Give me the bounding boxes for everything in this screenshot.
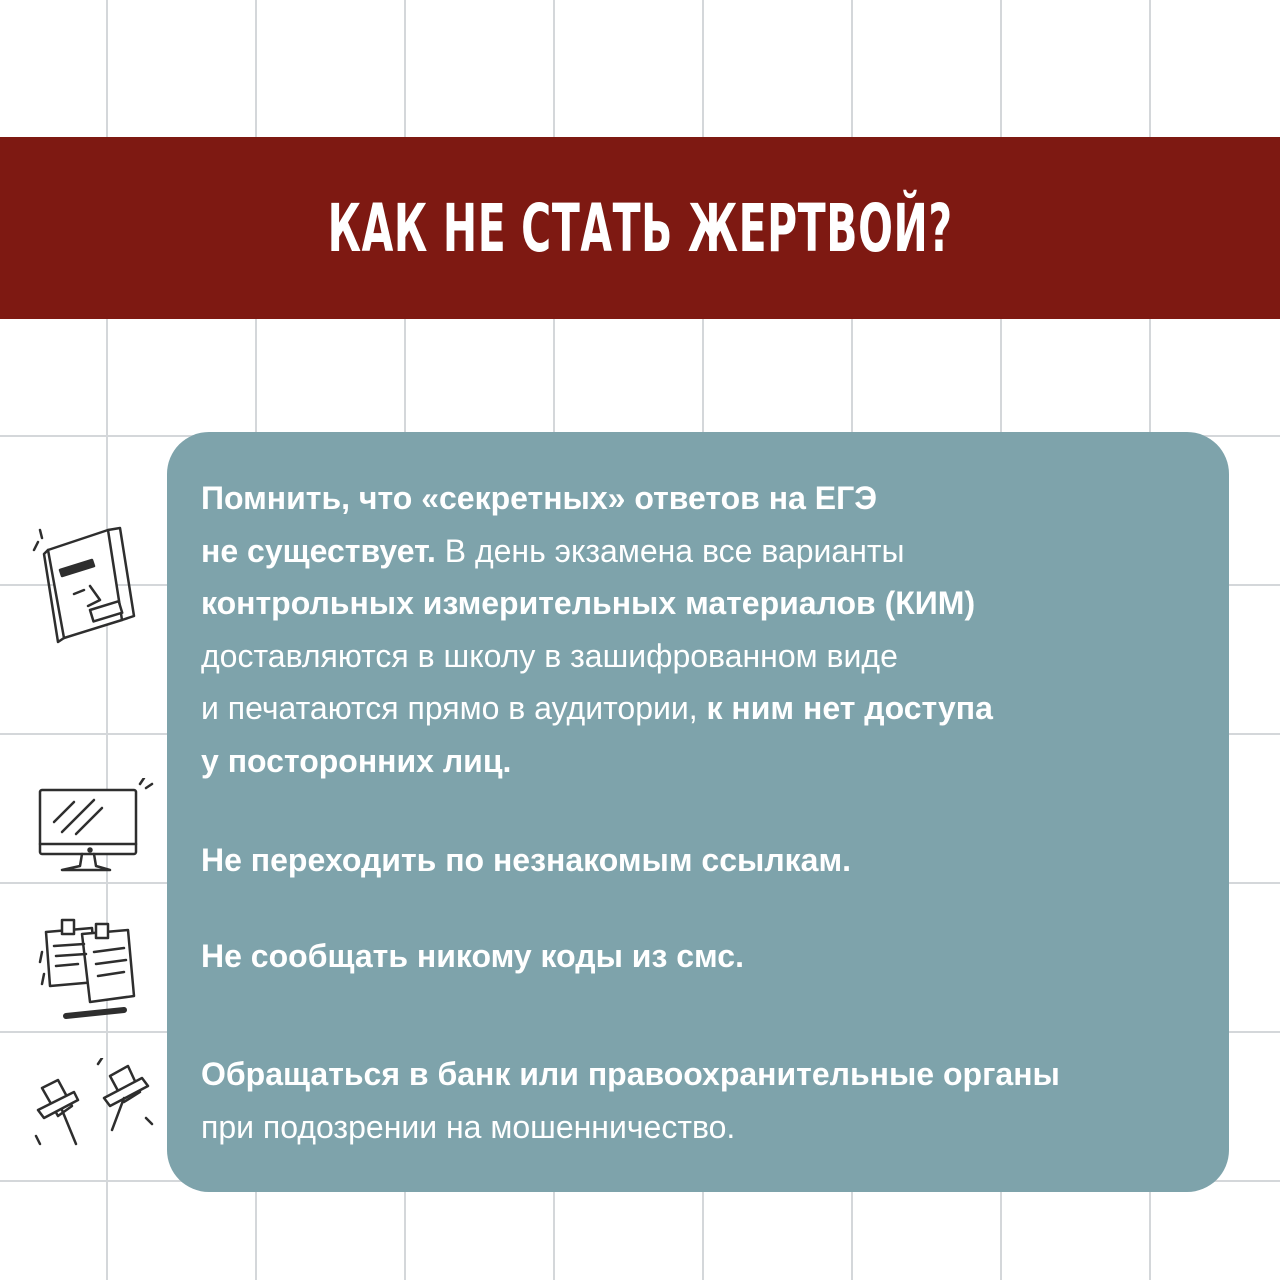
notes-icon — [38, 912, 140, 1022]
tip-line — [201, 834, 1191, 887]
tip-line — [201, 630, 1191, 683]
tip-line — [201, 682, 1191, 735]
tip-line — [201, 1101, 1191, 1154]
pushpins-icon — [32, 1058, 156, 1158]
tip-text-bold: Помнить, что «секретных» ответов на ЕГЭ — [201, 480, 877, 516]
tip-1 — [201, 472, 1191, 787]
tip-text-bold: к ним нет доступа — [706, 690, 993, 726]
book-icon — [30, 520, 140, 645]
tip-4 — [201, 1048, 1191, 1153]
tip-text-bold: Не переходить по незнакомым ссылкам. — [201, 842, 852, 878]
tip-text-bold: не существует. — [201, 532, 436, 569]
tip-text: В день экзамена все варианты — [435, 532, 905, 569]
tip-line — [201, 525, 1191, 578]
title-banner — [0, 137, 1280, 319]
tip-3 — [201, 930, 1191, 983]
tip-2 — [201, 834, 1191, 887]
tip-line — [201, 1048, 1191, 1101]
tips-list — [201, 472, 1191, 1153]
monitor-icon — [32, 778, 154, 878]
tip-text-bold: контрольных измерительных материалов (КИМ) — [201, 585, 976, 621]
tip-line — [201, 735, 1191, 788]
tips-card — [167, 432, 1229, 1192]
tip-text-bold: у посторонних лиц. — [201, 742, 512, 779]
tip-text: доставляются в школу в зашифрованном виде — [201, 637, 898, 674]
tip-line — [201, 930, 1191, 983]
tip-text: при подозрении на мошенничество. — [201, 1108, 736, 1145]
tip-line — [201, 577, 1191, 630]
tip-text-bold: Не сообщать никому коды из смс. — [201, 937, 744, 974]
tip-line — [201, 472, 1191, 525]
tip-text-bold: Обращаться в банк или правоохранительные органы — [201, 1056, 1060, 1092]
page-title: КАК НЕ СТАТЬ ЖЕРТВОЙ? — [327, 189, 953, 267]
tip-text: и печатаются прямо в аудитории, — [201, 690, 707, 726]
